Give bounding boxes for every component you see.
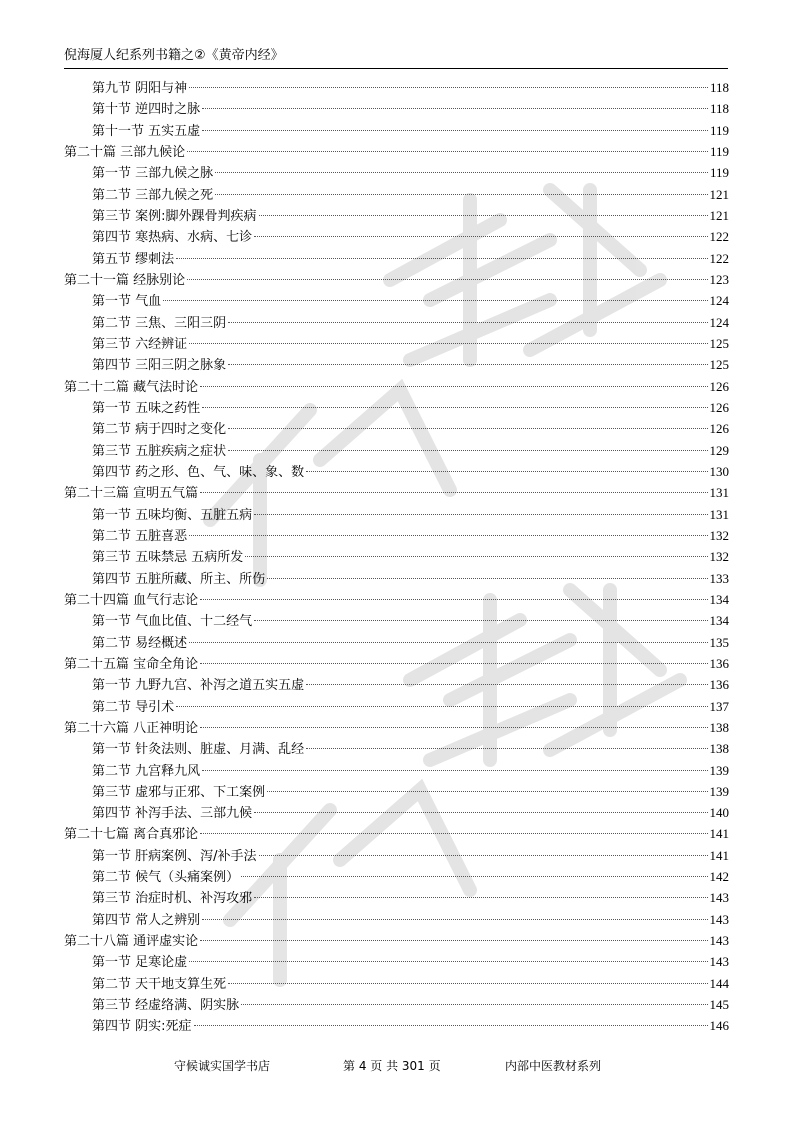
footer-page-number: 第 4 页 共 301 页 — [343, 1059, 441, 1073]
toc-section-entry[interactable] — [64, 951, 729, 972]
toc-section-entry[interactable] — [64, 674, 729, 695]
toc-entry-page: 119 — [709, 165, 729, 181]
toc-entry-page: 144 — [709, 975, 729, 991]
toc-entry-page: 140 — [709, 805, 729, 821]
dot-leader — [215, 172, 708, 173]
toc-entry-label: 第二十篇 三部九候论 — [64, 144, 186, 160]
toc-entry-label: 第九节 阴阳与神 — [92, 81, 188, 96]
toc-section-entry[interactable] — [64, 632, 729, 653]
dot-leader — [200, 940, 707, 941]
toc-entry-page: 122 — [709, 250, 729, 266]
toc-section-entry[interactable] — [64, 354, 729, 375]
toc-section-entry[interactable] — [64, 120, 729, 141]
toc-section-entry[interactable] — [64, 1015, 729, 1036]
toc-entry-page: 143 — [709, 911, 729, 927]
toc-section-entry[interactable] — [64, 162, 729, 183]
toc-entry-label: 第四节 五脏所藏、所主、所伤 — [92, 571, 266, 587]
toc-chapter-entry[interactable] — [64, 482, 729, 503]
toc-section-entry[interactable] — [64, 205, 729, 226]
toc-entry-page: 129 — [709, 442, 729, 458]
toc-entry-page: 135 — [709, 634, 729, 650]
toc-entry-page: 143 — [709, 890, 729, 906]
toc-entry-label: 第四节 阴实:死症 — [92, 1019, 192, 1035]
toc-section-entry[interactable] — [64, 738, 729, 759]
toc-section-entry[interactable] — [64, 802, 729, 823]
footer-publisher: 守候诚实国学书店 — [174, 1059, 271, 1073]
dot-leader — [241, 1004, 707, 1005]
toc-entry-label: 第一节 三部九候之脉 — [92, 166, 214, 182]
dot-leader — [254, 620, 707, 621]
toc-entry-page: 141 — [709, 826, 729, 842]
dot-leader — [259, 215, 708, 216]
dot-leader — [189, 961, 707, 962]
toc-entry-label: 第二节 天干地支算生死 — [92, 976, 227, 992]
toc-section-entry[interactable] — [64, 440, 729, 461]
toc-entry-page: 145 — [709, 997, 729, 1013]
toc-entry-label: 第二十一篇 经脉别论 — [64, 272, 186, 288]
toc-entry-page: 118 — [709, 80, 729, 95]
dot-leader — [187, 279, 707, 280]
toc-chapter-entry[interactable] — [64, 269, 729, 290]
toc-entry-label: 第三节 虚邪与正邪、下工案例 — [92, 784, 266, 800]
dot-leader — [228, 450, 707, 451]
toc-section-entry[interactable] — [64, 248, 729, 269]
toc-entry-page: 126 — [709, 378, 729, 394]
toc-entry-label: 第一节 肝病案例、泻/补手法 — [92, 848, 257, 864]
toc-entry-page: 119 — [709, 143, 729, 159]
toc-entry-page: 139 — [709, 762, 729, 778]
toc-entry-label: 第一节 气血比值、十二经气 — [92, 614, 253, 630]
toc-entry-page: 137 — [709, 698, 729, 714]
toc-entry-page: 132 — [709, 527, 729, 543]
dot-leader — [202, 130, 708, 131]
dot-leader — [176, 706, 707, 707]
toc-section-entry[interactable] — [64, 760, 729, 781]
toc-entry-page: 122 — [709, 229, 729, 245]
toc-entry-page: 134 — [709, 613, 729, 629]
toc-entry-page: 131 — [709, 506, 729, 522]
toc-entry-label: 第三节 治症时机、补泻攻邪 — [92, 891, 253, 907]
dot-leader — [202, 108, 708, 109]
toc-entry-page: 134 — [709, 591, 729, 607]
toc-entry-label: 第二节 候气（头痛案例） — [92, 870, 240, 886]
dot-leader — [200, 599, 707, 600]
dot-leader — [189, 642, 707, 643]
footer-series: 内部中医教材系列 — [505, 1059, 602, 1073]
toc-section-entry[interactable] — [64, 525, 729, 546]
toc-entry-label: 第二十六篇 八正神明论 — [64, 720, 199, 736]
dot-leader — [176, 258, 707, 259]
toc-section-entry[interactable] — [64, 546, 729, 567]
dot-leader — [200, 386, 707, 387]
toc-entry-label: 第二节 病于四时之变化 — [92, 422, 227, 438]
dot-leader — [163, 300, 707, 301]
toc-entry-label: 第二节 易经概述 — [92, 635, 188, 651]
toc-section-entry[interactable] — [64, 290, 729, 311]
toc-entry-label: 第二节 五脏喜恶 — [92, 528, 188, 544]
toc-entry-page: 124 — [709, 293, 729, 309]
toc-entry-label: 第二十三篇 宣明五气篇 — [64, 486, 199, 502]
toc-entry-label: 第二十二篇 藏气法时论 — [64, 379, 199, 395]
toc-entry-page: 136 — [709, 655, 729, 671]
toc-section-entry[interactable] — [64, 696, 729, 717]
toc-entry-page: 143 — [709, 933, 729, 949]
toc-entry-page: 123 — [709, 271, 729, 287]
toc-entry-page: 121 — [709, 186, 729, 202]
toc-entry-page: 130 — [709, 463, 729, 479]
table-of-contents — [64, 77, 729, 1037]
toc-section-entry[interactable] — [64, 77, 729, 98]
toc-entry-page: 146 — [709, 1018, 729, 1034]
dot-leader — [306, 748, 707, 749]
dot-leader — [200, 663, 707, 664]
toc-section-entry[interactable] — [64, 226, 729, 247]
dot-leader — [259, 855, 708, 856]
toc-section-entry[interactable] — [64, 184, 729, 205]
toc-entry-label: 第二节 三部九候之死 — [92, 187, 214, 203]
toc-entry-label: 第五节 缪刺法 — [92, 251, 175, 267]
dot-leader — [200, 492, 707, 493]
toc-entry-label: 第十一节 五实五虚 — [92, 123, 201, 139]
dot-leader — [306, 684, 707, 685]
toc-section-entry[interactable] — [64, 781, 729, 802]
toc-entry-label: 第二节 导引术 — [92, 699, 175, 715]
toc-section-entry[interactable] — [64, 887, 729, 908]
dot-leader — [200, 833, 707, 834]
toc-entry-label: 第四节 寒热病、水病、七诊 — [92, 230, 253, 246]
toc-entry-page: 131 — [709, 485, 729, 501]
toc-entry-page: 119 — [709, 122, 729, 138]
toc-entry-label: 第二十七篇 离合真邪论 — [64, 827, 199, 843]
toc-entry-page: 125 — [709, 335, 729, 351]
toc-entry-label: 第一节 九野九宫、补泻之道五实五虚 — [92, 678, 305, 694]
toc-entry-label: 第二十八篇 通评虚实论 — [64, 934, 199, 950]
toc-section-entry[interactable] — [64, 610, 729, 631]
dot-leader — [189, 343, 707, 344]
toc-entry-label: 第三节 五味禁忌 五病所发 — [92, 550, 244, 566]
dot-leader — [189, 87, 708, 88]
toc-entry-page: 133 — [709, 570, 729, 586]
toc-entry-label: 第二节 九宫释九风 — [92, 763, 201, 779]
toc-chapter-entry[interactable] — [64, 717, 729, 738]
dot-leader — [228, 983, 707, 984]
dot-leader — [228, 428, 707, 429]
dot-leader — [202, 919, 707, 920]
dot-leader — [202, 407, 707, 408]
toc-entry-page: 125 — [709, 357, 729, 373]
toc-section-entry[interactable] — [64, 98, 729, 119]
toc-section-entry[interactable] — [64, 504, 729, 525]
toc-entry-page: 126 — [709, 421, 729, 437]
toc-entry-label: 第四节 三阳三阴之脉象 — [92, 358, 227, 374]
toc-entry-label: 第一节 五味之药性 — [92, 400, 201, 416]
toc-entry-label: 第三节 经虚络满、阴实脉 — [92, 998, 240, 1014]
dot-leader — [194, 1025, 708, 1026]
toc-section-entry[interactable] — [64, 397, 729, 418]
dot-leader — [189, 535, 707, 536]
dot-leader — [254, 514, 707, 515]
toc-entry-page: 143 — [709, 954, 729, 970]
toc-entry-label: 第四节 药之形、色、气、味、象、数 — [92, 464, 305, 480]
dot-leader — [202, 770, 707, 771]
toc-section-entry[interactable] — [64, 461, 729, 482]
toc-entry-label: 第三节 五脏疾病之症状 — [92, 443, 227, 459]
dot-leader — [267, 578, 707, 579]
toc-chapter-entry[interactable] — [64, 589, 729, 610]
dot-leader — [267, 791, 707, 792]
toc-entry-label: 第一节 针灸法则、脏虚、月满、乱经 — [92, 742, 305, 758]
toc-entry-page: 139 — [709, 783, 729, 799]
dot-leader — [228, 322, 707, 323]
toc-entry-page: 118 — [709, 101, 729, 117]
toc-entry-page: 121 — [709, 207, 729, 223]
toc-entry-label: 第四节 常人之辨别 — [92, 912, 201, 928]
dot-leader — [228, 364, 707, 365]
toc-chapter-entry[interactable] — [64, 823, 729, 844]
toc-section-entry[interactable] — [64, 312, 729, 333]
toc-entry-label: 第一节 五味均衡、五脏五病 — [92, 507, 253, 523]
toc-entry-page: 124 — [709, 314, 729, 330]
toc-section-entry[interactable] — [64, 568, 729, 589]
toc-entry-label: 第一节 气血 — [92, 294, 162, 310]
dot-leader — [200, 727, 707, 728]
toc-entry-label: 第二节 三焦、三阳三阴 — [92, 315, 227, 331]
toc-entry-label: 第三节 六经辨证 — [92, 336, 188, 352]
toc-entry-label: 第三节 案例:脚外踝骨判疾病 — [92, 208, 257, 224]
toc-entry-page: 138 — [709, 719, 729, 735]
toc-entry-page: 126 — [709, 399, 729, 415]
toc-chapter-entry[interactable] — [64, 141, 729, 162]
dot-leader — [254, 897, 707, 898]
toc-entry-label: 第二十四篇 血气行志论 — [64, 592, 199, 608]
toc-entry-page: 132 — [709, 549, 729, 565]
toc-entry-page: 141 — [709, 847, 729, 863]
toc-section-entry[interactable] — [64, 973, 729, 994]
toc-chapter-entry[interactable] — [64, 653, 729, 674]
toc-entry-label: 第四节 补泻手法、三部九候 — [92, 806, 253, 822]
dot-leader — [254, 812, 707, 813]
toc-chapter-entry[interactable] — [64, 376, 729, 397]
toc-section-entry[interactable] — [64, 333, 729, 354]
toc-entry-label: 第二十五篇 宝命全角论 — [64, 656, 199, 672]
header-title: 倪海厦人纪系列书籍之②《黄帝内经》 — [64, 48, 284, 63]
dot-leader — [241, 876, 707, 877]
toc-entry-page: 142 — [709, 869, 729, 885]
dot-leader — [187, 151, 708, 152]
toc-entry-page: 138 — [709, 741, 729, 757]
dot-leader — [254, 236, 707, 237]
toc-entry-label: 第一节 足寒论虚 — [92, 955, 188, 971]
toc-entry-page: 136 — [709, 677, 729, 693]
toc-section-entry[interactable] — [64, 845, 729, 866]
dot-leader — [215, 194, 707, 195]
toc-section-entry[interactable] — [64, 909, 729, 930]
toc-chapter-entry[interactable] — [64, 930, 729, 951]
toc-section-entry[interactable] — [64, 994, 729, 1015]
dot-leader — [306, 471, 707, 472]
dot-leader — [245, 556, 707, 557]
toc-section-entry[interactable] — [64, 866, 729, 887]
toc-entry-label: 第十节 逆四时之脉 — [92, 102, 201, 118]
toc-section-entry[interactable] — [64, 418, 729, 439]
running-header — [64, 46, 728, 69]
